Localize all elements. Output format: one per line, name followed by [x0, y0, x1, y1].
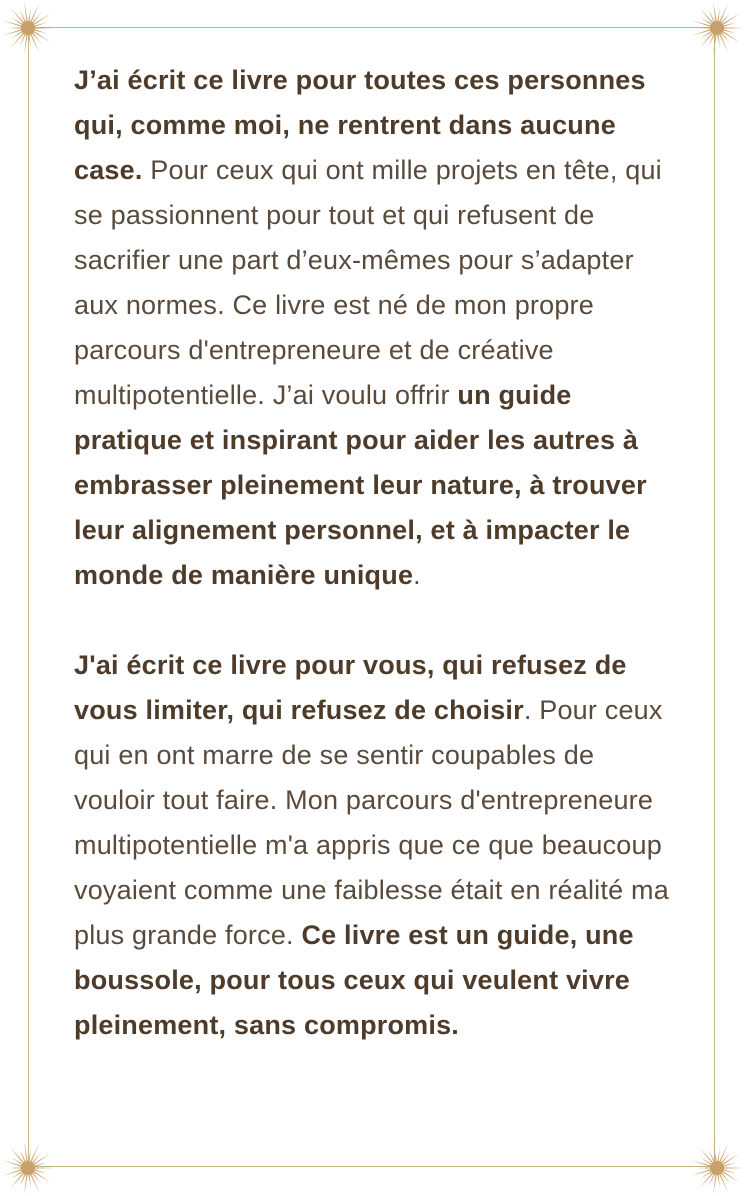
paragraph-1-bold-mid: un guide pratique et inspirant pour aider les autres à embrasser pleinement leur nature, à trouver leur alignement personnel, et à impacter le monde de manière unique [74, 380, 647, 590]
sunburst-center [21, 1161, 35, 1175]
paragraph-1-end: . [413, 560, 421, 590]
sunburst-center [710, 21, 724, 35]
sunburst-center [710, 1161, 724, 1175]
paragraph-2 [74, 643, 679, 1048]
paragraph-1-text: Pour ceux qui ont mille projets en tête, qui se passionnent pour tout et qui refusent de sacrifier une part d’eux-mêmes pour s’adapter aux normes. Ce livre est né de mon propre parcours d'entrepreneure et de créative multipotentielle. J’ai voulu offrir [74, 155, 662, 410]
sunburst-icon [689, 1140, 745, 1196]
paragraph-2-text: . Pour ceux qui en ont marre de se sentir coupables de vouloir tout faire. Mon parcours d'entrepreneure multipotentielle m'a appris que ce que beaucoup voyaient comme une faiblesse était en réalité ma plus grande force. [74, 695, 669, 950]
body-text [74, 58, 679, 1093]
sunburst-icon [0, 0, 56, 56]
sunburst-icon [689, 0, 745, 56]
sunburst-center [21, 21, 35, 35]
paragraph-2-bold-intro: J'ai écrit ce livre pour vous, qui refusez de vous limiter, qui refusez de choisir [74, 650, 627, 725]
paragraph-2-bold-end: Ce livre est un guide, une boussole, pour tous ceux qui veulent vivre pleinement, sans compromis. [74, 920, 634, 1040]
paragraph-1 [74, 58, 679, 598]
paragraph-1-bold-intro: J’ai écrit ce livre pour toutes ces personnes qui, comme moi, ne rentrent dans aucune case. [74, 65, 646, 185]
sunburst-icon [0, 1140, 56, 1196]
